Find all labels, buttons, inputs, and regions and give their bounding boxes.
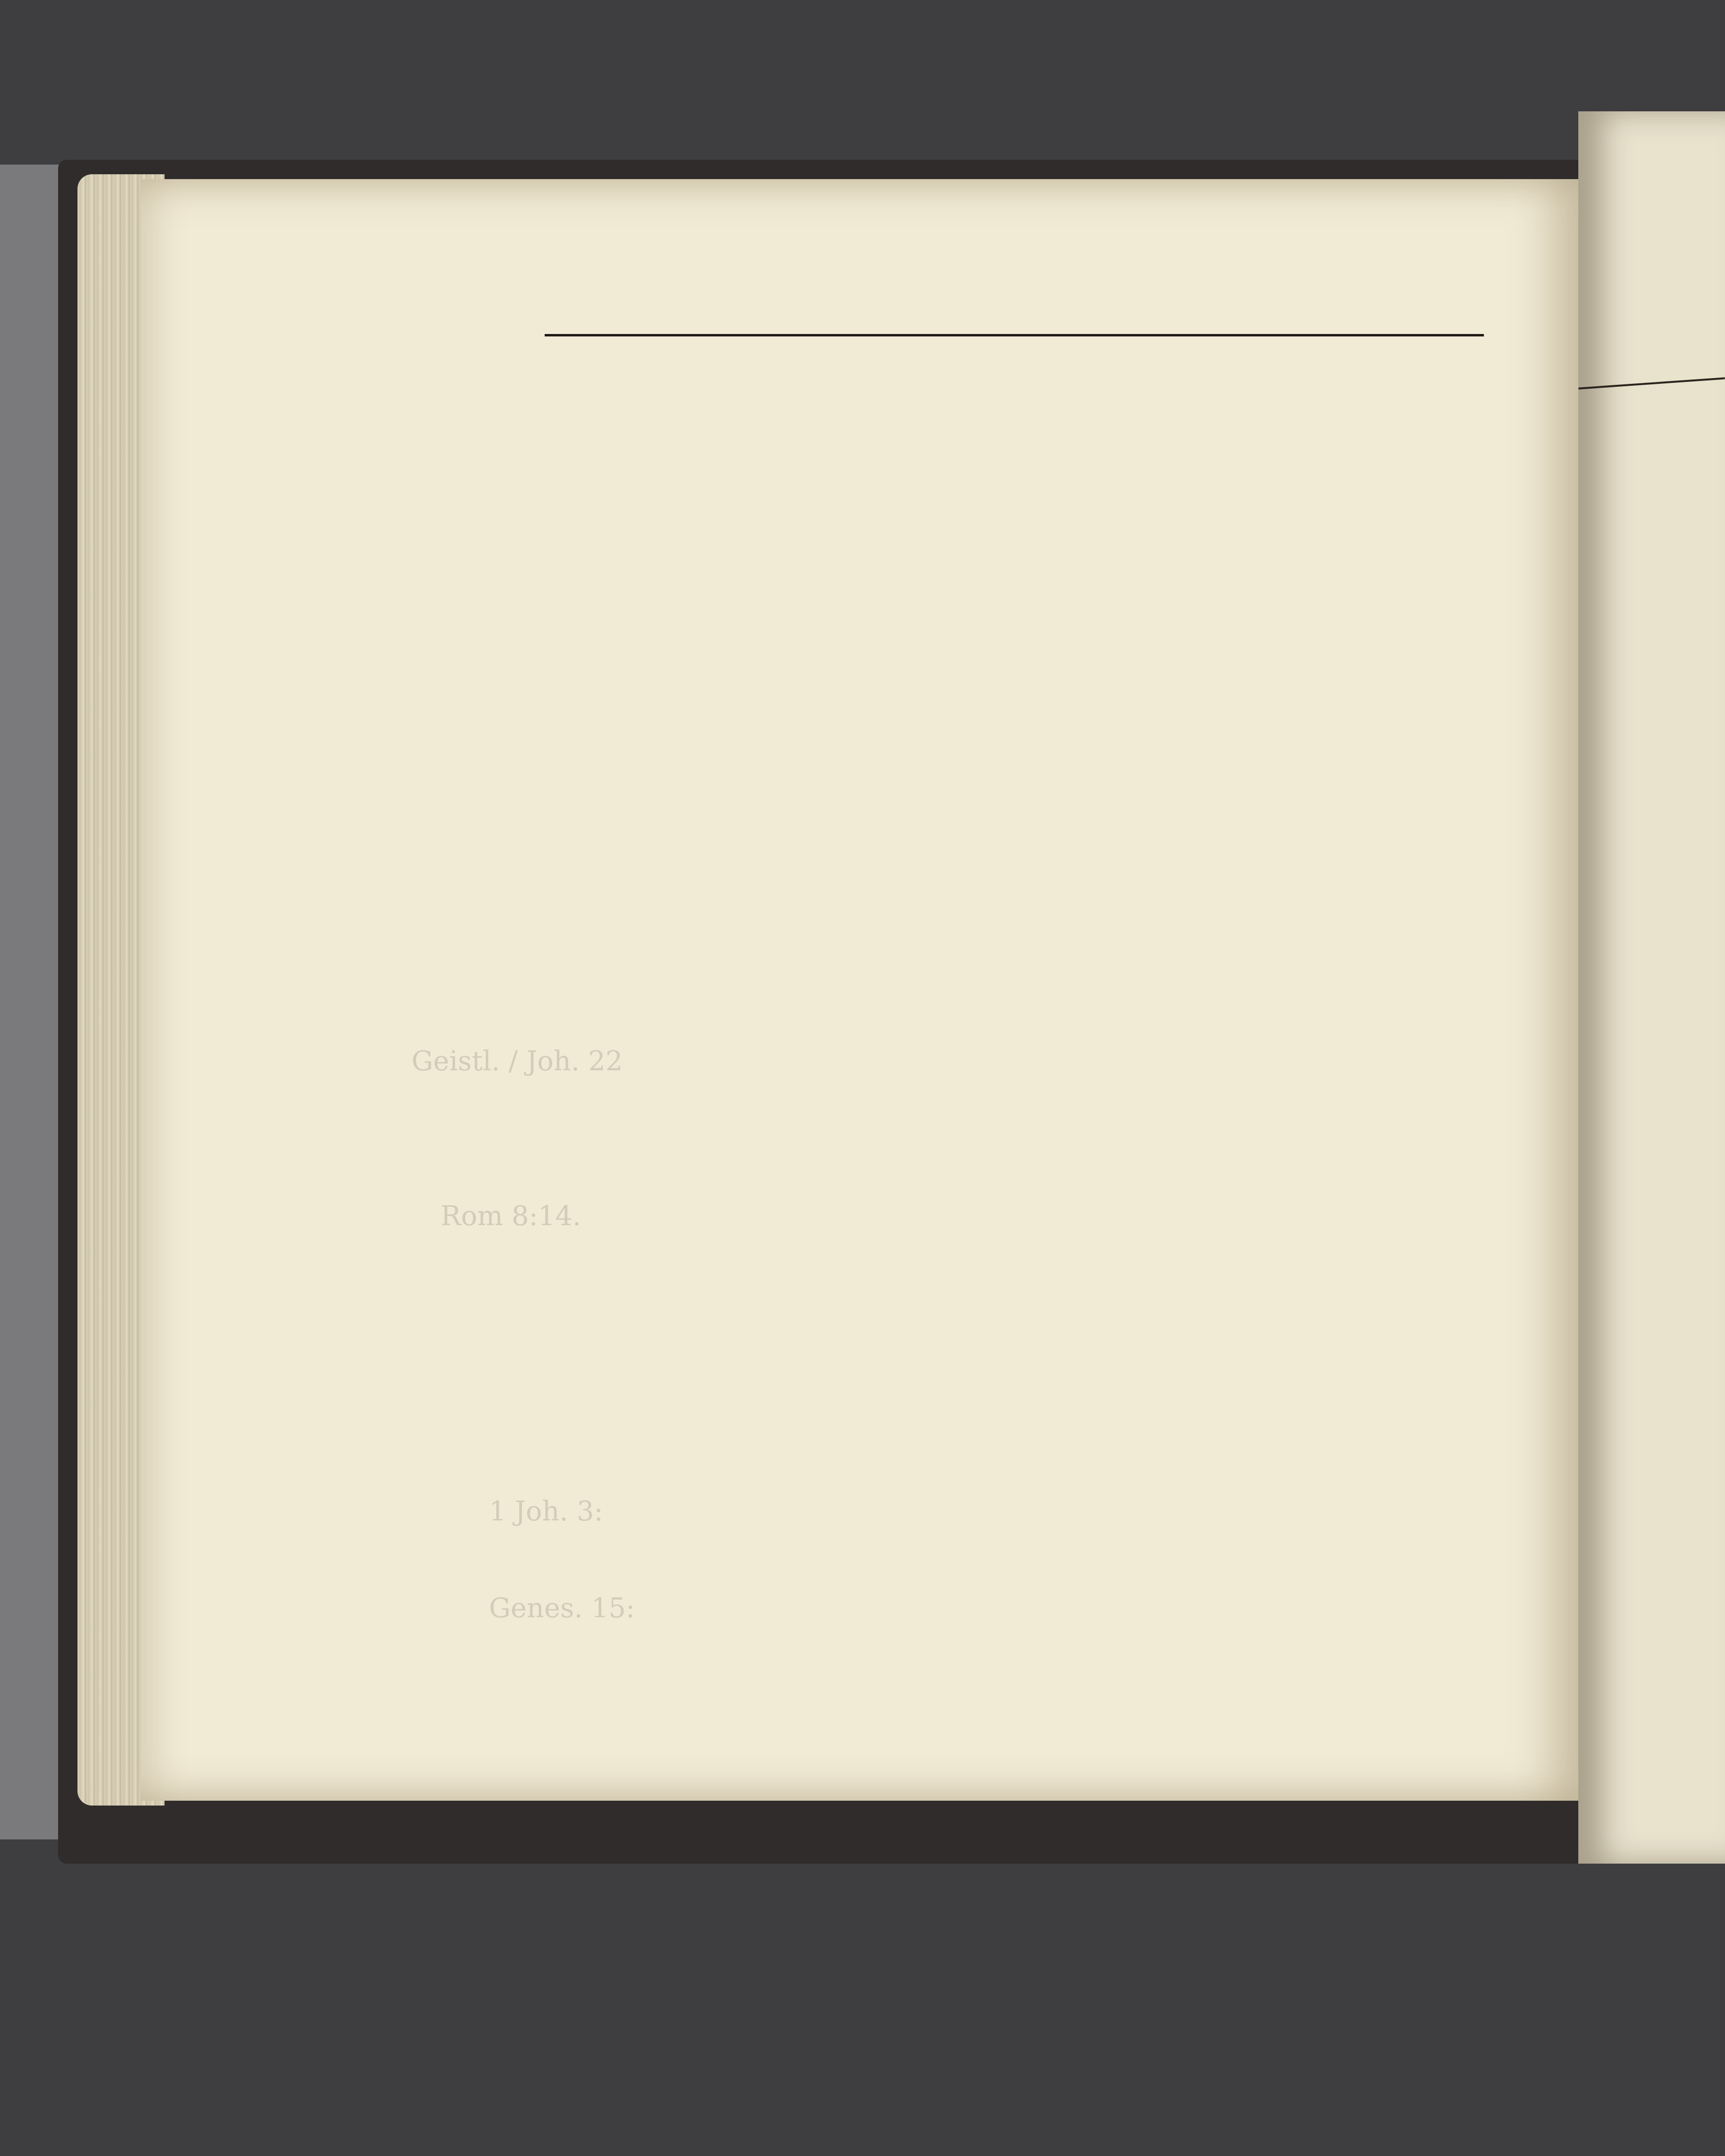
show-through-text: Rom 8:14. bbox=[441, 1200, 581, 1232]
show-through-text: Genes. 15: bbox=[489, 1593, 635, 1624]
running-head bbox=[545, 276, 1484, 329]
next-page-head-rule bbox=[1578, 377, 1725, 389]
right-facing-page bbox=[1578, 111, 1725, 1864]
show-through-text: Geistl. / Joh. 22 bbox=[412, 1046, 623, 1077]
show-through-text: 1 Joh. 3: bbox=[489, 1496, 603, 1527]
head-rule bbox=[545, 334, 1484, 336]
left-book-page bbox=[140, 179, 1583, 1801]
